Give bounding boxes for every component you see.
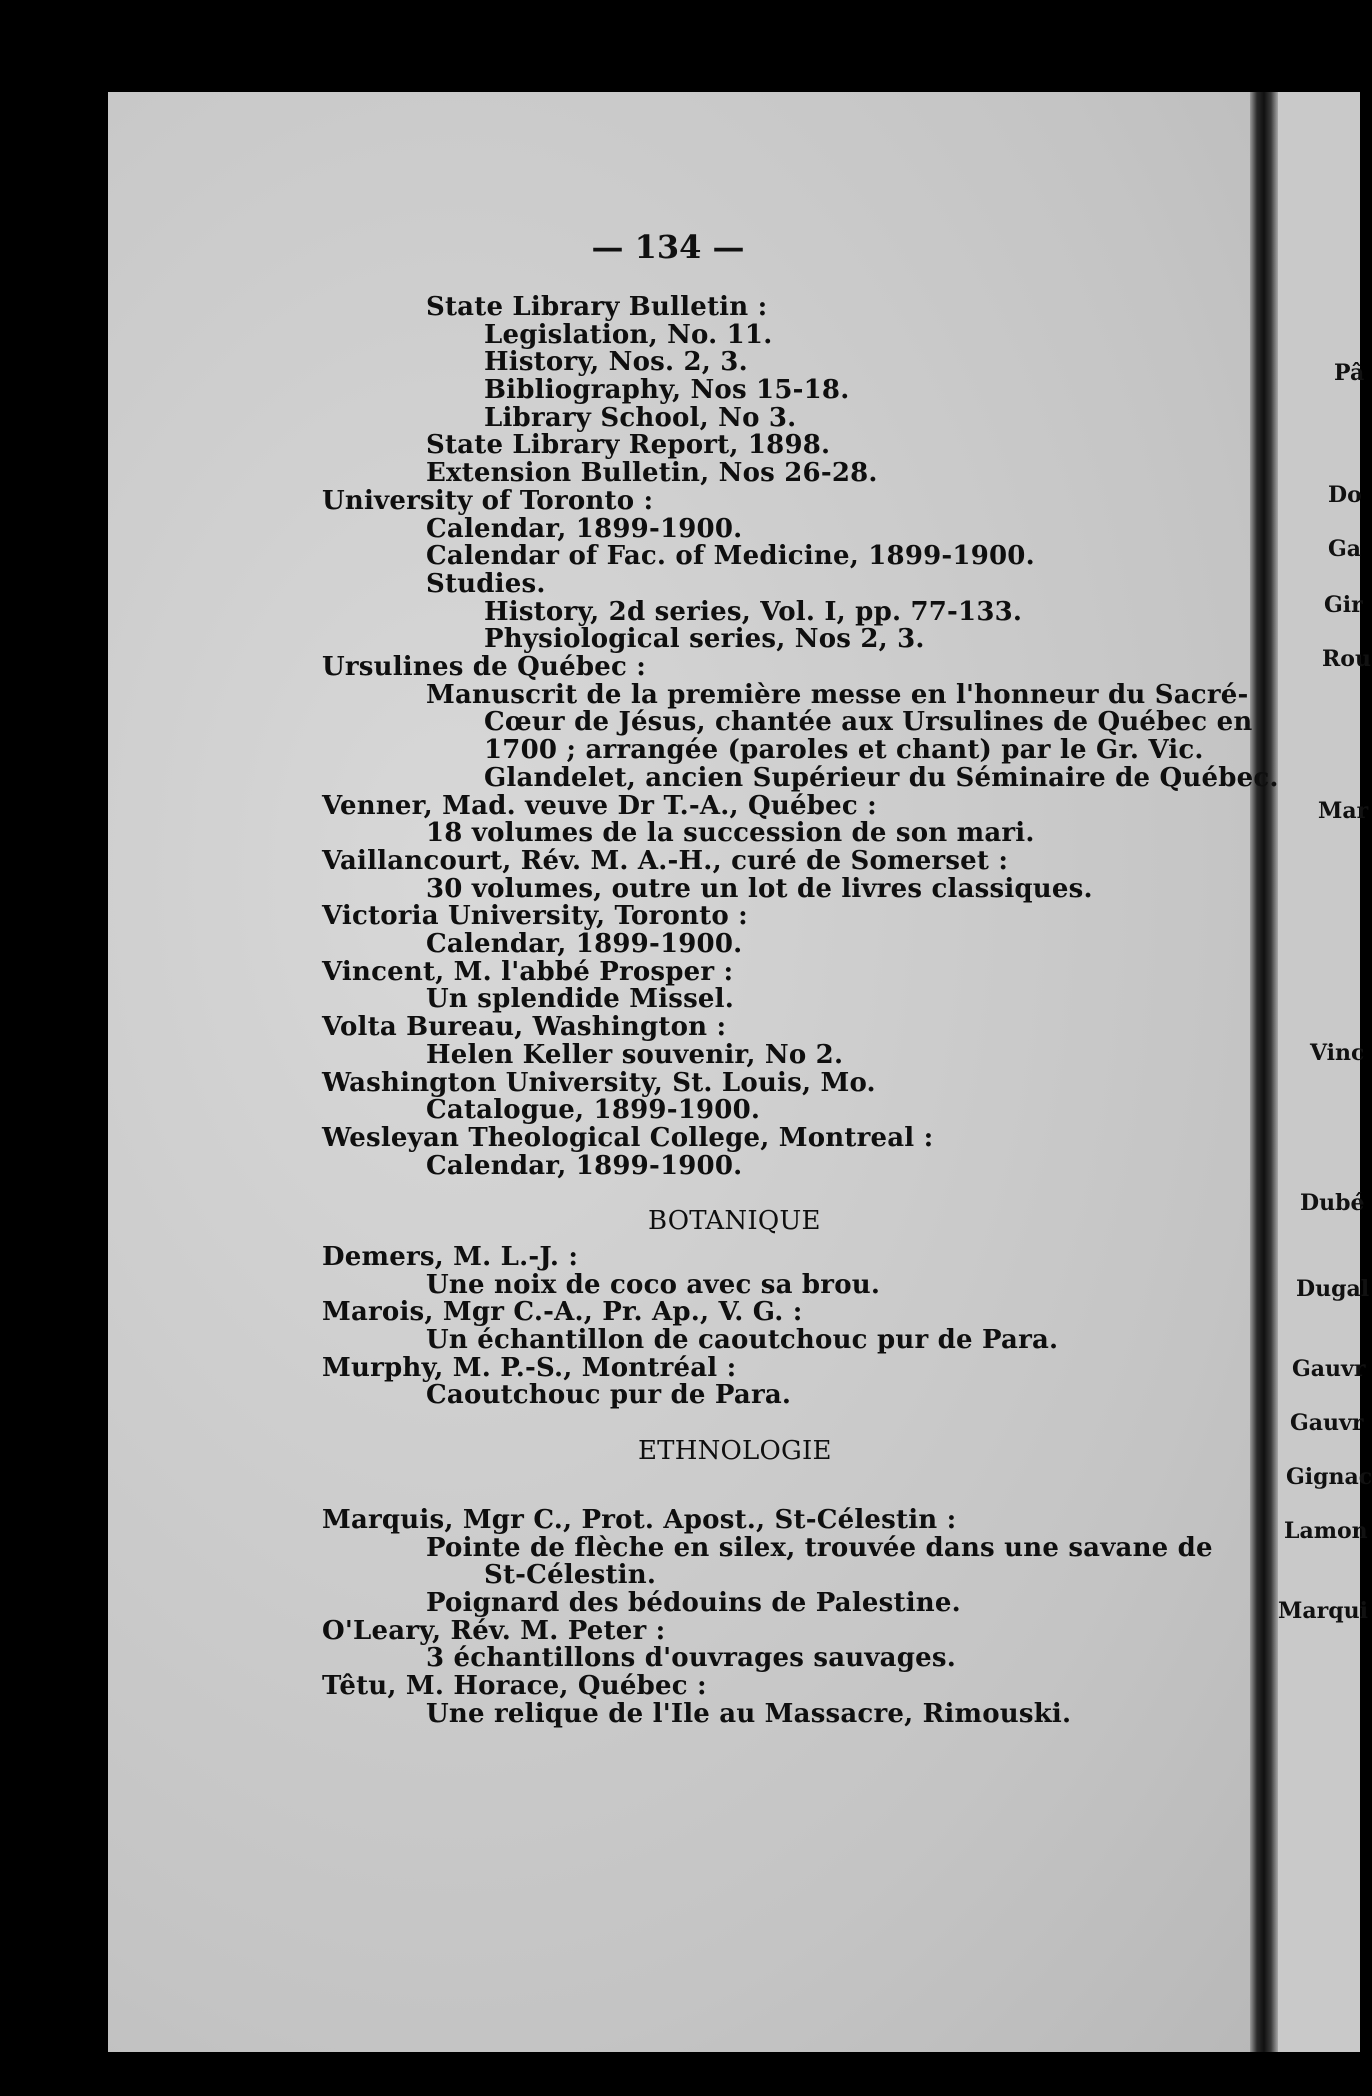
text-line: Têtu, M. Horace, Québec :	[322, 1671, 707, 1701]
section-heading: BOTANIQUE	[648, 1206, 821, 1236]
fragment: Lamon	[1284, 1518, 1368, 1544]
facing-page	[1278, 92, 1360, 2052]
text-line: Caoutchouc pur de Para.	[426, 1380, 792, 1410]
page-number: — 134 —	[591, 228, 745, 266]
text-line: Extension Bulletin, Nos 26-28.	[426, 458, 878, 488]
text-line: Calendar of Fac. of Medicine, 1899-1900.	[426, 541, 1035, 571]
fragment: Do	[1328, 482, 1362, 508]
fragment: Dubé	[1300, 1190, 1365, 1216]
text-line: Calendar, 1899-1900.	[426, 929, 743, 959]
text-line: Manuscrit de la première messe en l'honneur du Sacré-	[426, 680, 1249, 710]
text-line: Une relique de l'Ile au Massacre, Rimouski.	[426, 1699, 1072, 1729]
text-line: O'Leary, Rév. M. Peter :	[322, 1616, 666, 1646]
fragment: Gauvr	[1292, 1356, 1366, 1382]
text-line: 18 volumes de la succession de son mari.	[426, 818, 1035, 848]
text-line: State Library Report, 1898.	[426, 430, 831, 460]
section-heading: ETHNOLOGIE	[638, 1436, 832, 1466]
text-line: Pointe de flèche en silex, trouvée dans une savane de	[426, 1533, 1213, 1563]
text-line: Murphy, M. P.-S., Montréal :	[322, 1353, 737, 1383]
text-line: Un échantillon de caoutchouc pur de Para.	[426, 1325, 1059, 1355]
fragment: Rou	[1322, 646, 1371, 672]
fragment: Pâ	[1334, 360, 1365, 386]
text-line: Physiological series, Nos 2, 3.	[484, 624, 925, 654]
text-line: 30 volumes, outre un lot de livres classiques.	[426, 874, 1093, 904]
fragment: Gauvr	[1290, 1410, 1364, 1436]
page-gutter	[1250, 92, 1278, 2052]
text-line: Wesleyan Theological College, Montreal :	[322, 1123, 934, 1153]
fragment: Gignac	[1286, 1464, 1372, 1490]
fragment: Vinc	[1310, 1040, 1365, 1066]
text-line: Cœur de Jésus, chantée aux Ursulines de Québec en	[484, 707, 1253, 737]
text-line: Vaillancourt, Rév. M. A.-H., curé de Somerset :	[322, 846, 1009, 876]
text-line: Poignard des bédouins de Palestine.	[426, 1588, 961, 1618]
text-line: Une noix de coco avec sa brou.	[426, 1270, 881, 1300]
text-line: Demers, M. L.-J. :	[322, 1242, 579, 1272]
text-line: State Library Bulletin :	[426, 292, 768, 322]
text-line: Legislation, No. 11.	[484, 320, 773, 350]
text-line: Un splendide Missel.	[426, 984, 735, 1014]
fragment: Mar	[1318, 798, 1369, 824]
text-line: Marquis, Mgr C., Prot. Apost., St-Célestin :	[322, 1505, 957, 1535]
text-line: Bibliography, Nos 15-18.	[484, 375, 850, 405]
text-line: Ursulines de Québec :	[322, 652, 647, 682]
text-line: Glandelet, ancien Supérieur du Séminaire de Québec.	[484, 763, 1279, 793]
text-line: Calendar, 1899-1900.	[426, 514, 743, 544]
text-line: Helen Keller souvenir, No 2.	[426, 1040, 844, 1070]
text-line: University of Toronto :	[322, 486, 654, 516]
text-line: Catalogue, 1899-1900.	[426, 1095, 761, 1125]
text-line: Studies.	[426, 569, 546, 599]
text-line: Calendar, 1899-1900.	[426, 1151, 743, 1181]
text-line: Vincent, M. l'abbé Prosper :	[322, 957, 734, 987]
fragment: Gir	[1324, 592, 1363, 618]
text-line: Volta Bureau, Washington :	[322, 1012, 727, 1042]
text-line: Washington University, St. Louis, Mo.	[322, 1068, 876, 1098]
text-line: Victoria University, Toronto :	[322, 901, 748, 931]
text-line: History, 2d series, Vol. I, pp. 77-133.	[484, 597, 1023, 627]
text-line: Library School, No 3.	[484, 403, 797, 433]
fragment: Marqui	[1278, 1598, 1368, 1624]
text-line: 1700 ; arrangée (paroles et chant) par le Gr. Vic.	[484, 735, 1204, 765]
text-line: Venner, Mad. veuve Dr T.-A., Québec :	[322, 791, 877, 821]
text-line: 3 échantillons d'ouvrages sauvages.	[426, 1643, 956, 1673]
text-line: St-Célestin.	[484, 1560, 657, 1590]
fragment: Ga	[1328, 536, 1362, 562]
text-line: Marois, Mgr C.-A., Pr. Ap., V. G. :	[322, 1297, 803, 1327]
fragment: Dugal	[1296, 1276, 1370, 1302]
text-line: History, Nos. 2, 3.	[484, 347, 748, 377]
